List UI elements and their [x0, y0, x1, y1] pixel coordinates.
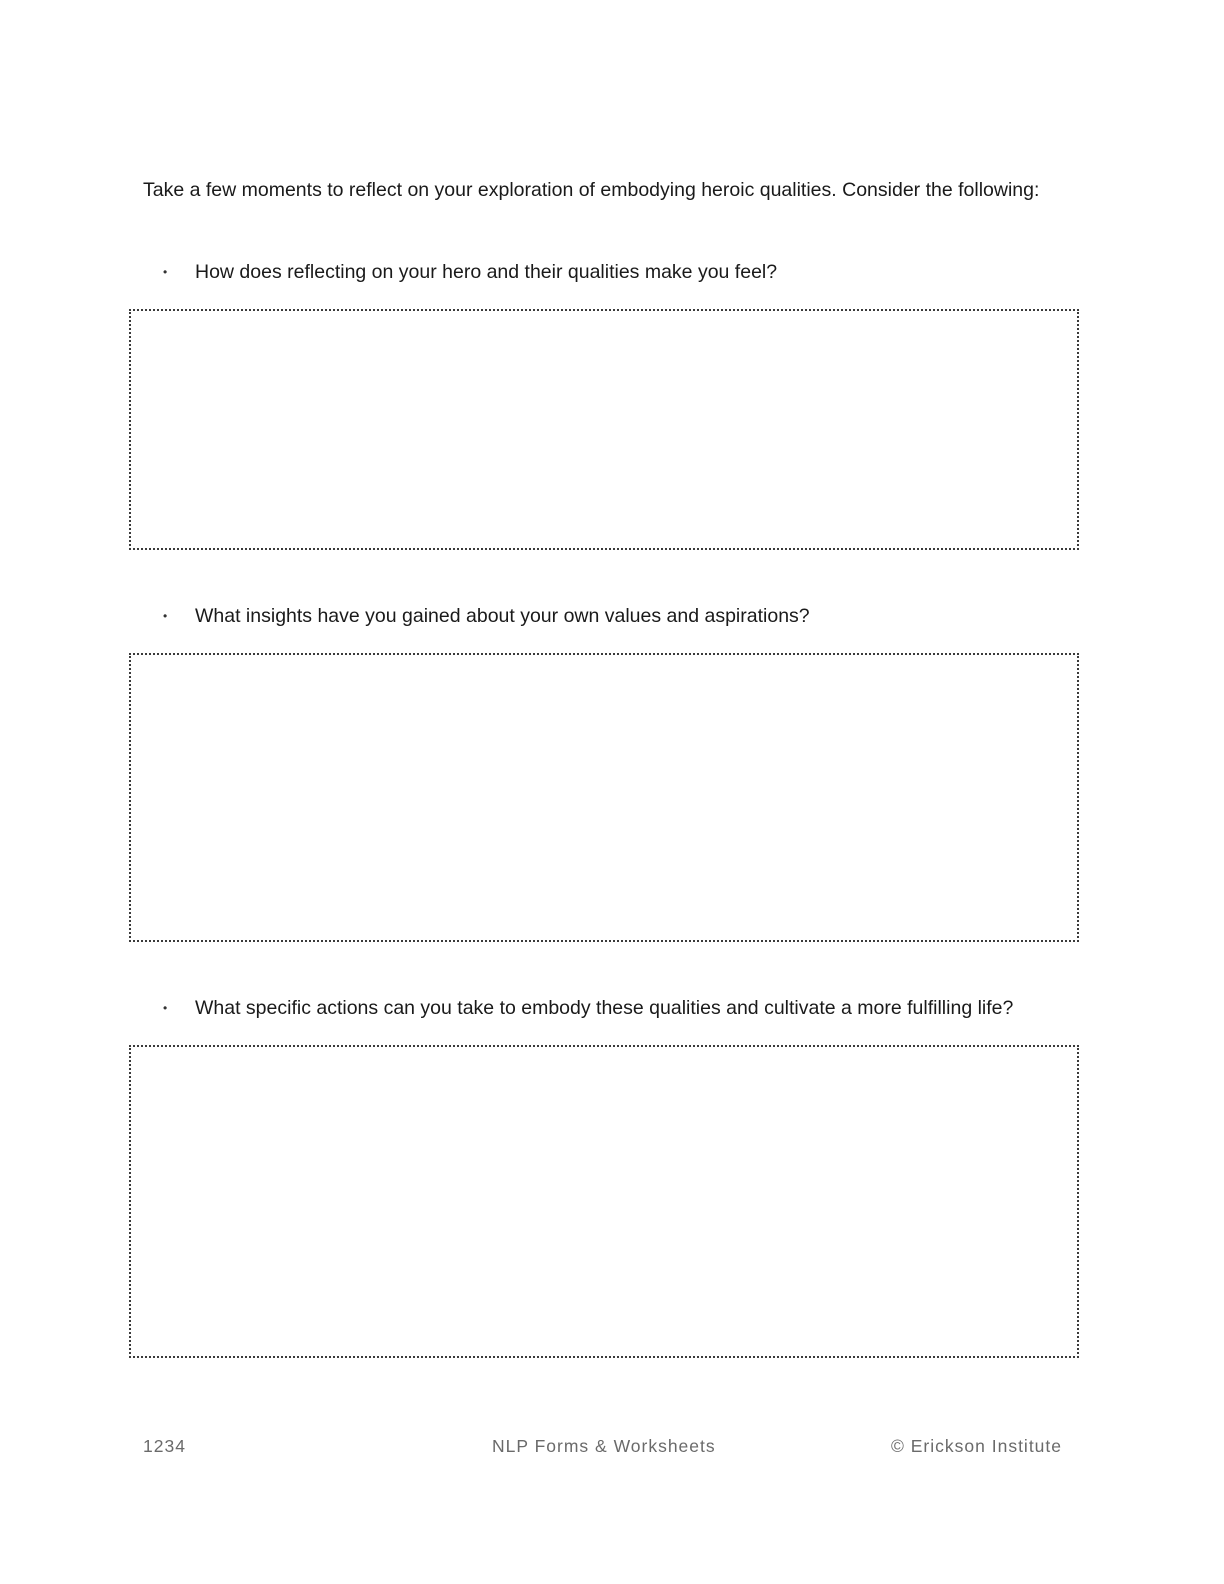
- question-2: [163, 602, 1123, 630]
- question-3: [163, 994, 1123, 1022]
- footer-title: NLP Forms & Worksheets: [492, 1436, 716, 1456]
- answer-box-1[interactable]: [129, 309, 1079, 550]
- question-1: [163, 258, 1123, 286]
- question-3-text: What specific actions can you take to embody these qualities and cultivate a more fulfilling life?: [195, 997, 1014, 1019]
- bullet-icon: •: [163, 1001, 168, 1015]
- footer-page-number: 1234: [143, 1436, 186, 1456]
- bullet-icon: •: [163, 609, 168, 623]
- bullet-icon: •: [163, 265, 168, 279]
- question-2-text: What insights have you gained about your own values and aspirations?: [195, 605, 810, 627]
- answer-box-2[interactable]: [129, 653, 1079, 942]
- question-1-text: How does reflecting on your hero and their qualities make you feel?: [195, 261, 778, 283]
- answer-box-3[interactable]: [129, 1045, 1079, 1358]
- footer-copyright: © Erickson Institute: [891, 1436, 1063, 1456]
- intro-paragraph: Take a few moments to reflect on your exploration of embodying heroic qualities. Consider the following:: [143, 179, 1040, 201]
